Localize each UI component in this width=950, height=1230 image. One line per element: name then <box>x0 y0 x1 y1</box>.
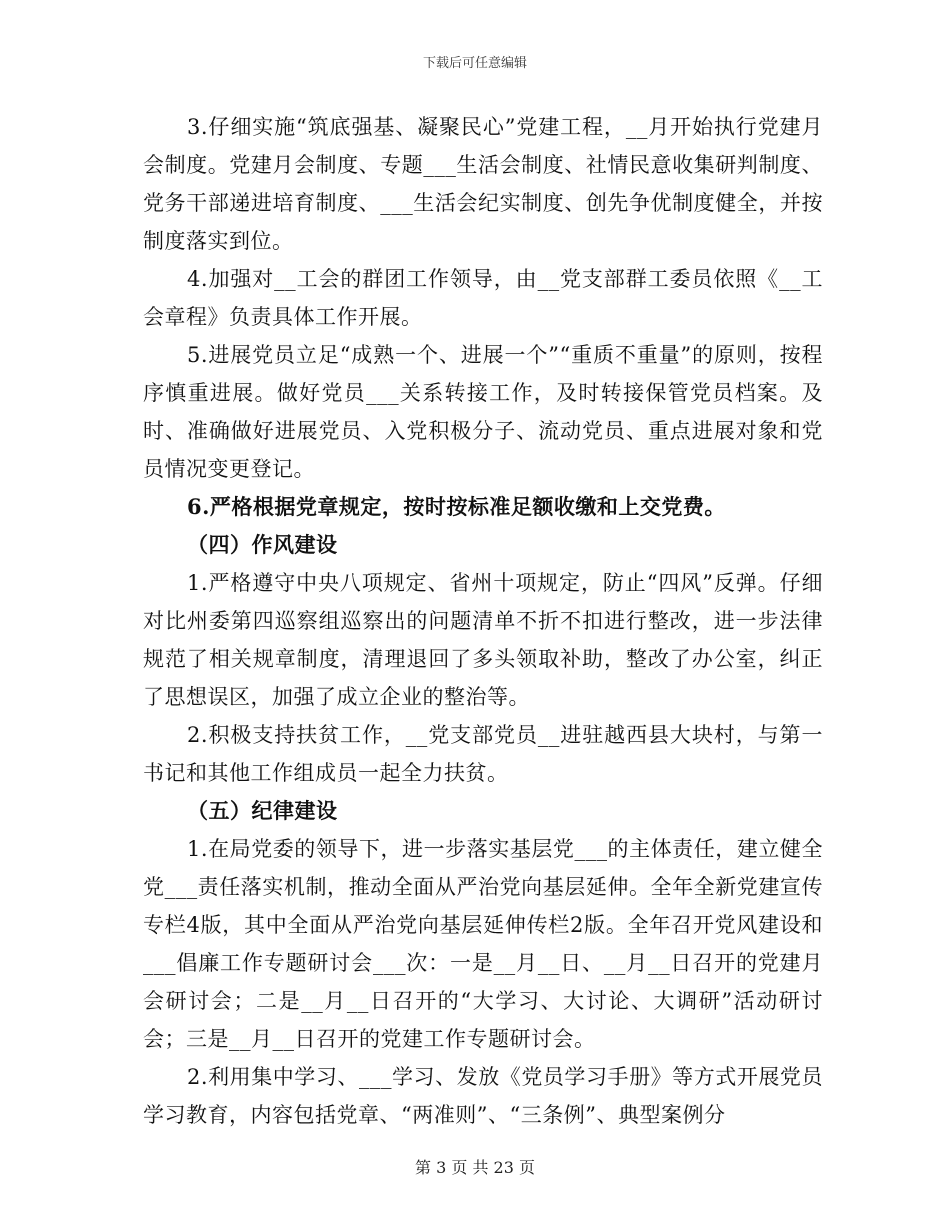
page-header-note: 下载后可任意编辑 <box>422 56 527 71</box>
paragraph-member-development: 5.进展党员立足“成熟一个、进展一个”“重质不重量”的原则，按程序慎重进展。做好党员___关系转接工作，及时转接保管党员档案。及时、准确做好进展党员、入党积极分子、流动党员、重点进展对象和党员情况变更登记。 <box>143 343 823 481</box>
document-body <box>143 108 823 1134</box>
section-heading-discipline: （五）纪律建设 <box>187 798 338 823</box>
paragraph-eight-rules: 1.严格遵守中央八项规定、省州十项规定，防止“四风”反弹。仔细对比州委第四巡察组巡察出的问题清单不折不扣进行整改，进一步法律规范了相关规章制度，清理退回了多头领取补助，整改了办公室，纠正了思想误区，加强了成立企业的整治等。 <box>143 571 823 709</box>
paragraph-party-dues: 6.严格根据党章规定，按时按标准足额收缴和上交党费。 <box>187 494 726 519</box>
paragraph-discipline-responsibility: 1.在局党委的领导下，进一步落实基层党___的主体责任，建立健全党___责任落实机制，推动全面从严治党向基层延伸。全年全新党建宣传专栏4版，其中全面从严治党向基层延伸传栏2版。全年召开党风建设和___倡廉工作专题研讨会___次：一是__月__日、__月__日召开的党建月会研讨会；二是__月__日召开的“大学习、大讨论、大调研”活动研讨会；三是__月__日召开的党建工作专题研讨会。 <box>143 837 823 1051</box>
page-number-footer: 第 3 页 共 23 页 <box>415 1158 535 1177</box>
paragraph-union-leadership: 4.加强对__工会的群团工作领导，由__党支部群工委员依照《__工会章程》负责具体工作开展。 <box>143 267 823 329</box>
paragraph-member-education: 2.利用集中学习、___学习、发放《党员学习手册》等方式开展党员学习教育，内容包括党章、“两准则”、“三条例”、典型案例分 <box>143 1065 823 1127</box>
section-heading-work-style: （四）作风建设 <box>187 532 338 557</box>
paragraph-party-building-project: 3.仔细实施“筑底强基、凝聚民心”党建工程，__月开始执行党建月会制度。党建月会制度、专题___生活会制度、社情民意收集研判制度、党务干部递进培育制度、___生活会纪实制度、创先争优制度健全，并按制度落实到位。 <box>143 115 823 253</box>
paragraph-poverty-alleviation: 2.积极支持扶贫工作，__党支部党员__进驻越西县大块村，与第一书记和其他工作组成员一起全力扶贫。 <box>143 723 823 785</box>
